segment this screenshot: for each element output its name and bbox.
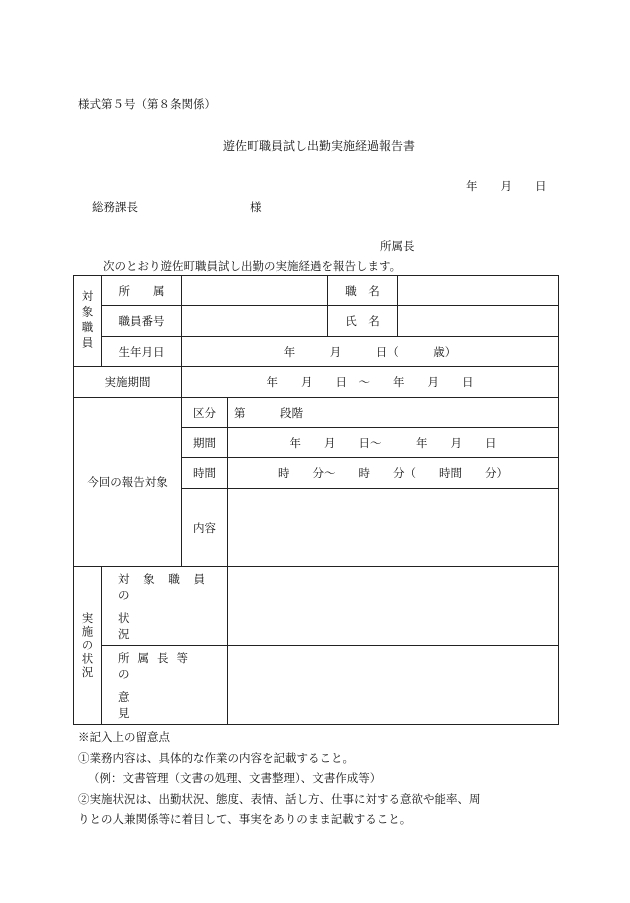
content-label: 内容: [193, 520, 216, 535]
staff-number-label: 職員番号: [118, 314, 165, 328]
period-label: 実施期間: [104, 375, 151, 389]
target-staff-label: 対象職員: [80, 290, 95, 352]
staff-status-line2: 状況: [118, 610, 184, 641]
category-field[interactable]: 第 段階: [234, 405, 303, 420]
name-label: 氏 名: [345, 314, 380, 328]
term-field[interactable]: 年 月 日～ 年 月 日: [289, 435, 497, 450]
birthdate-field[interactable]: 年 月 日（ 歳）: [283, 344, 457, 359]
intro-text: 次のとおり遊佐町職員試し出勤の実施経過を報告します。: [103, 259, 402, 273]
category-label: 区分: [193, 405, 216, 420]
staff-number-field[interactable]: [182, 306, 327, 336]
status-label: 実施の状況: [80, 612, 95, 680]
note-1-example: （例：文書管理（文書の処理、文書整理）、文書作成等）: [88, 771, 382, 785]
addressee-suffix: 様: [250, 200, 262, 214]
affiliation-field[interactable]: [182, 276, 327, 305]
birthdate-label: 生年月日: [118, 344, 165, 359]
name-field[interactable]: [398, 306, 558, 336]
sender-label: 所属長: [380, 239, 415, 253]
content-field[interactable]: [228, 489, 558, 566]
position-label: 職 名: [345, 283, 380, 298]
time-label: 時間: [193, 466, 216, 480]
note-2-line-1: ②実施状況は、出勤状況、態度、表情、話し方、仕事に対する意欲や能率、周: [78, 792, 481, 806]
document-title: 遊佐町職員試し出勤実施経過報告書: [223, 139, 416, 153]
manager-opinion-field[interactable]: [228, 646, 558, 725]
staff-status-label: 対象職員の 状況: [118, 571, 213, 641]
notes-heading: ※記入上の留意点: [78, 730, 170, 744]
period-field[interactable]: 年 月 日 ～ 年 月 日: [266, 375, 474, 389]
report-date: 年 月 日: [466, 179, 547, 193]
addressee: 総務課長: [92, 200, 138, 214]
term-label: 期間: [193, 435, 216, 450]
report-target-label: 今回の報告対象: [87, 475, 168, 489]
manager-opinion-line2: 意見: [118, 690, 184, 721]
position-field[interactable]: [398, 276, 558, 305]
note-1: ①業務内容は、具体的な作業の内容を記載すること。: [78, 751, 354, 765]
form-number: 様式第５号（第８条関係）: [78, 97, 216, 111]
note-2-line-2: りとの人兼関係等に着目して、事実をありのまま記載すること。: [78, 812, 412, 826]
staff-status-field[interactable]: [228, 567, 558, 645]
affiliation-label: 所 属: [118, 283, 165, 298]
manager-opinion-label: 所属長等の 意見: [102, 646, 227, 725]
time-field[interactable]: 時 分～ 時 分（ 時間 分）: [278, 466, 508, 480]
